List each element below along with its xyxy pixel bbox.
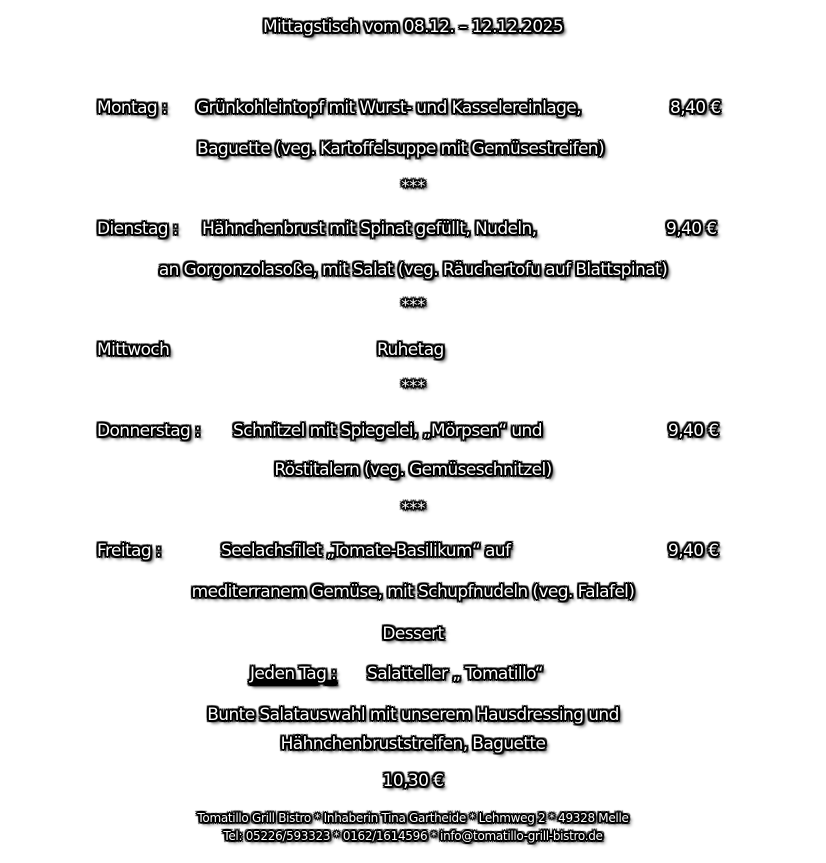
tuesday-day-label: Dienstag : bbox=[97, 219, 178, 239]
daily-dish: Salatteller „ Tomatillo“ bbox=[367, 664, 543, 684]
friday-day-label: Freitag : bbox=[97, 541, 161, 561]
friday-dish: Seelachsfilet „Tomate-Basilikum“ auf bbox=[221, 541, 511, 561]
daily-description-line2: Hähnchenbruststreifen, Baguette bbox=[280, 734, 546, 754]
thursday-dish: Schnitzel mit Spiegelei, „Mörpsen“ und bbox=[233, 421, 542, 441]
daily-description-line1: Bunte Salatauswahl mit unserem Hausdressing und bbox=[207, 705, 619, 725]
separator: *** bbox=[401, 499, 425, 519]
daily-label bbox=[250, 666, 336, 683]
monday-price: 8,40 € bbox=[670, 98, 721, 118]
monday-dish: Grünkohleintopf mit Wurst- und Kasselereinlage, bbox=[196, 98, 581, 118]
menu-title: Mittagstisch vom 08.12. – 12.12.2025 bbox=[262, 17, 564, 37]
tuesday-price: 9,40 € bbox=[666, 219, 717, 239]
thursday-dish-line2: Röstitalern (veg. Gemüseschnitzel) bbox=[274, 460, 552, 480]
tuesday-dish: Hähnchenbrust mit Spinat gefüllt, Nudeln, bbox=[202, 219, 537, 239]
wednesday-closed: Ruhetag bbox=[377, 340, 444, 360]
separator: *** bbox=[401, 296, 425, 316]
separator: *** bbox=[401, 377, 425, 397]
thursday-day-label: Donnerstag : bbox=[97, 421, 201, 441]
monday-dish-line2: Baguette (veg. Kartoffelsuppe mit Gemüsestreifen) bbox=[197, 139, 605, 159]
daily-price: 10,30 € bbox=[382, 771, 444, 791]
tuesday-dish-line2: an Gorgonzolasoße, mit Salat (veg. Räuchertofu auf Blattspinat) bbox=[158, 260, 668, 280]
thursday-price: 9,40 € bbox=[668, 421, 719, 441]
friday-dish-line2: mediterranem Gemüse, mit Schupfnudeln (veg. Falafel) bbox=[191, 582, 635, 602]
monday-day-label: Montag : bbox=[97, 98, 168, 118]
wednesday-day-label: Mittwoch bbox=[97, 340, 170, 360]
footer-contact: Tel: 05226/593323 * 0162/1614596 * info@tomatillo-grill-bistro.de bbox=[223, 829, 603, 843]
separator: *** bbox=[401, 177, 425, 197]
dessert-label: Dessert bbox=[382, 624, 444, 644]
daily-label-text: Jeden Tag : bbox=[250, 664, 337, 684]
footer-address: Tomatillo Grill Bistro * Inhaberin Tina Gartheide * Lehmweg 2 * 49328 Melle bbox=[197, 811, 629, 825]
friday-price: 9,40 € bbox=[668, 541, 719, 561]
